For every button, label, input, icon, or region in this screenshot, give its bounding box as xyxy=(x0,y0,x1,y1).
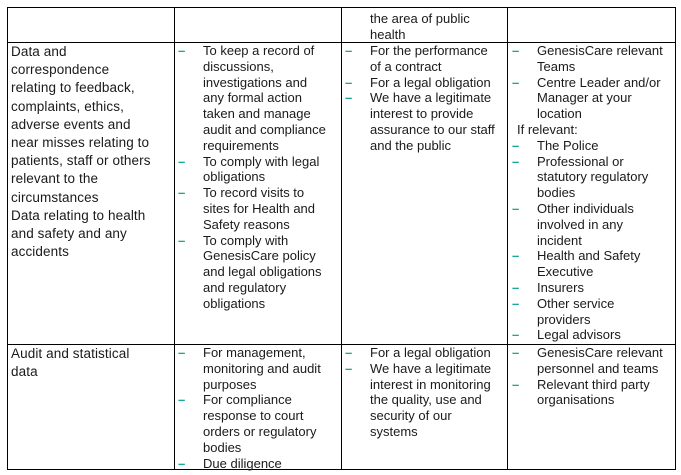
row2-legal-basis-cell xyxy=(345,345,505,440)
dash-bullet-icon: – xyxy=(178,153,186,169)
list-item-line: involved in any xyxy=(537,216,623,232)
list-item-line: purposes xyxy=(203,376,257,392)
text-line: data xyxy=(11,364,38,380)
table-border-right xyxy=(675,7,676,470)
list-item-line: interest in monitoring xyxy=(370,376,491,392)
list-item xyxy=(512,138,674,154)
list-item xyxy=(512,296,674,328)
list-item xyxy=(345,75,505,91)
dash-bullet-icon: – xyxy=(512,295,520,311)
list-item xyxy=(345,43,505,75)
dash-bullet-icon: – xyxy=(178,392,186,408)
column-divider xyxy=(174,7,175,470)
list-item-line: Insurers xyxy=(537,279,584,295)
list-item-line: response to court xyxy=(203,408,304,424)
list-item xyxy=(178,345,338,392)
list-item-line: and the public xyxy=(370,137,451,153)
list-item-line: obligations xyxy=(203,295,266,311)
list-item-line: We have a legitimate xyxy=(370,360,492,376)
list-item xyxy=(512,201,674,248)
list-item-line: Other service xyxy=(537,295,615,311)
text-line: Audit and statistical xyxy=(11,346,130,361)
dash-bullet-icon: – xyxy=(178,455,186,471)
list-item xyxy=(512,248,674,280)
list-item-line: Safety reasons xyxy=(203,216,290,232)
list-item-line: To comply with xyxy=(203,232,289,248)
legal-basis-list xyxy=(345,345,505,440)
list-item xyxy=(178,233,338,312)
list-item-line: and regulatory xyxy=(203,279,287,295)
data-processing-table xyxy=(7,7,676,470)
legal-basis-continuation xyxy=(370,11,505,43)
dash-bullet-icon: – xyxy=(178,345,186,360)
data-category-text xyxy=(11,43,173,261)
dash-bullet-icon: – xyxy=(345,74,353,90)
legal-basis-list xyxy=(345,43,505,154)
list-item xyxy=(512,43,674,75)
text-line: complaints, ethics, xyxy=(11,98,124,114)
row0-col3-cell xyxy=(370,11,505,43)
list-item xyxy=(178,43,338,154)
list-item-line: Other individuals xyxy=(537,200,634,216)
text-line: circumstances xyxy=(11,189,99,205)
list-item-line: investigations and xyxy=(203,74,308,90)
list-item-line: and legal obligations xyxy=(203,264,322,280)
list-item-line: Due diligence xyxy=(203,455,282,471)
list-item-line: interest to provide xyxy=(370,106,474,122)
list-item-line: bodies xyxy=(203,439,242,455)
list-item-line: statutory regulatory xyxy=(537,169,649,185)
table-border-left xyxy=(7,7,8,470)
dash-bullet-icon: – xyxy=(512,327,520,343)
list-item xyxy=(345,361,505,440)
list-item xyxy=(512,377,674,409)
row1-category-cell xyxy=(11,43,173,261)
list-item-line: audit and compliance xyxy=(203,121,326,137)
dash-bullet-icon: – xyxy=(178,185,186,201)
list-item-line: For a legal obligation xyxy=(370,345,491,360)
text-line: and safety and any xyxy=(11,226,127,242)
list-item-line: assurance to our staff xyxy=(370,121,495,137)
dash-bullet-icon: – xyxy=(512,345,520,360)
text-line: accidents xyxy=(11,244,69,260)
text-line: Data and xyxy=(11,44,67,59)
dash-bullet-icon: – xyxy=(178,43,186,58)
list-item-line: Professional or xyxy=(537,153,624,169)
list-item-line: Teams xyxy=(537,58,576,74)
list-item-line: discussions, xyxy=(203,58,274,74)
list-item-line: We have a legitimate xyxy=(370,90,492,106)
list-item-line: To record visits to xyxy=(203,185,305,201)
purpose-list xyxy=(178,345,338,471)
text-line: relating to feedback, xyxy=(11,80,135,96)
list-item-line: For a legal obligation xyxy=(370,74,491,90)
data-category-text xyxy=(11,345,173,381)
purpose-list xyxy=(178,43,338,312)
list-item xyxy=(178,154,338,186)
list-item-line: To comply with legal xyxy=(203,153,320,169)
list-item-line: orders or regulatory xyxy=(203,423,317,439)
list-item-line: providers xyxy=(537,311,591,327)
if-relevant-label: If relevant: xyxy=(517,121,578,137)
dash-bullet-icon: – xyxy=(512,43,520,58)
list-item-line: organisations xyxy=(537,392,615,408)
list-item-line: GenesisCare relevant xyxy=(537,345,663,360)
list-item-line: sites for Health and xyxy=(203,200,316,216)
list-item xyxy=(345,345,505,361)
recipients-list xyxy=(512,43,674,122)
list-item-line: For the performance xyxy=(370,43,488,58)
list-item-line: security of our xyxy=(370,408,452,424)
list-item xyxy=(512,75,674,122)
recipients-if-relevant-list xyxy=(512,138,674,343)
list-item xyxy=(512,154,674,201)
row2-category-cell xyxy=(11,345,173,381)
dash-bullet-icon: – xyxy=(512,200,520,216)
list-item-line: location xyxy=(537,106,582,122)
list-item-line: taken and manage xyxy=(203,106,311,122)
list-item-line: Relevant third party xyxy=(537,376,650,392)
list-item-line: Health and Safety xyxy=(537,248,641,264)
list-item-line: any formal action xyxy=(203,90,302,106)
list-item xyxy=(178,185,338,232)
list-item-line: systems xyxy=(370,423,418,439)
text-line: health xyxy=(370,26,406,42)
dash-bullet-icon: – xyxy=(178,232,186,248)
list-item-line: monitoring and audit xyxy=(203,360,321,376)
list-item-line: Centre Leader and/or xyxy=(537,74,661,90)
dash-bullet-icon: – xyxy=(345,90,353,106)
dash-bullet-icon: – xyxy=(512,248,520,264)
list-item-line: of a contract xyxy=(370,58,442,74)
dash-bullet-icon: – xyxy=(512,279,520,295)
list-item-line: The Police xyxy=(537,137,599,153)
text-line: relevant to the xyxy=(11,171,99,187)
list-item-line: personnel and teams xyxy=(537,360,659,376)
text-line: near misses relating to xyxy=(11,135,150,151)
list-item-line: Legal advisors xyxy=(537,327,621,343)
list-item xyxy=(178,456,338,472)
dash-bullet-icon: – xyxy=(345,43,353,58)
dash-bullet-icon: – xyxy=(512,137,520,153)
text-line: patients, staff or others xyxy=(11,153,151,169)
list-item xyxy=(512,345,674,377)
row2-purpose-cell xyxy=(178,345,338,471)
list-item-line: the quality, use and xyxy=(370,392,482,408)
row1-recipients-cell xyxy=(512,43,674,343)
list-item xyxy=(178,392,338,455)
dash-bullet-icon: – xyxy=(345,345,353,360)
dash-bullet-icon: – xyxy=(512,376,520,392)
text-line: correspondence xyxy=(11,62,110,78)
list-item-line: incident xyxy=(537,232,582,248)
list-item-line: bodies xyxy=(537,185,576,201)
row1-legal-basis-cell xyxy=(345,43,505,154)
list-item-line: Manager at your xyxy=(537,90,632,106)
column-divider xyxy=(341,7,342,470)
list-item-line: For compliance xyxy=(203,392,292,408)
list-item xyxy=(345,90,505,153)
list-item-line: GenesisCare policy xyxy=(203,248,316,264)
dash-bullet-icon: – xyxy=(345,360,353,376)
list-item-line: To keep a record of xyxy=(203,43,315,58)
list-item-line: For management, xyxy=(203,345,306,360)
list-item-line: obligations xyxy=(203,169,266,185)
list-item-line: GenesisCare relevant xyxy=(537,43,663,58)
text-line: adverse events and xyxy=(11,116,131,132)
dash-bullet-icon: – xyxy=(512,74,520,90)
list-item xyxy=(512,280,674,296)
text-line: Data relating to health xyxy=(11,207,146,223)
recipients-list xyxy=(512,345,674,408)
dash-bullet-icon: – xyxy=(512,153,520,169)
row1-purpose-cell xyxy=(178,43,338,312)
list-item xyxy=(512,327,674,343)
list-item-line: requirements xyxy=(203,137,279,153)
row2-recipients-cell xyxy=(512,345,674,408)
list-item-line: Executive xyxy=(537,264,594,280)
column-divider xyxy=(507,7,508,470)
text-line: the area of public xyxy=(370,11,470,26)
